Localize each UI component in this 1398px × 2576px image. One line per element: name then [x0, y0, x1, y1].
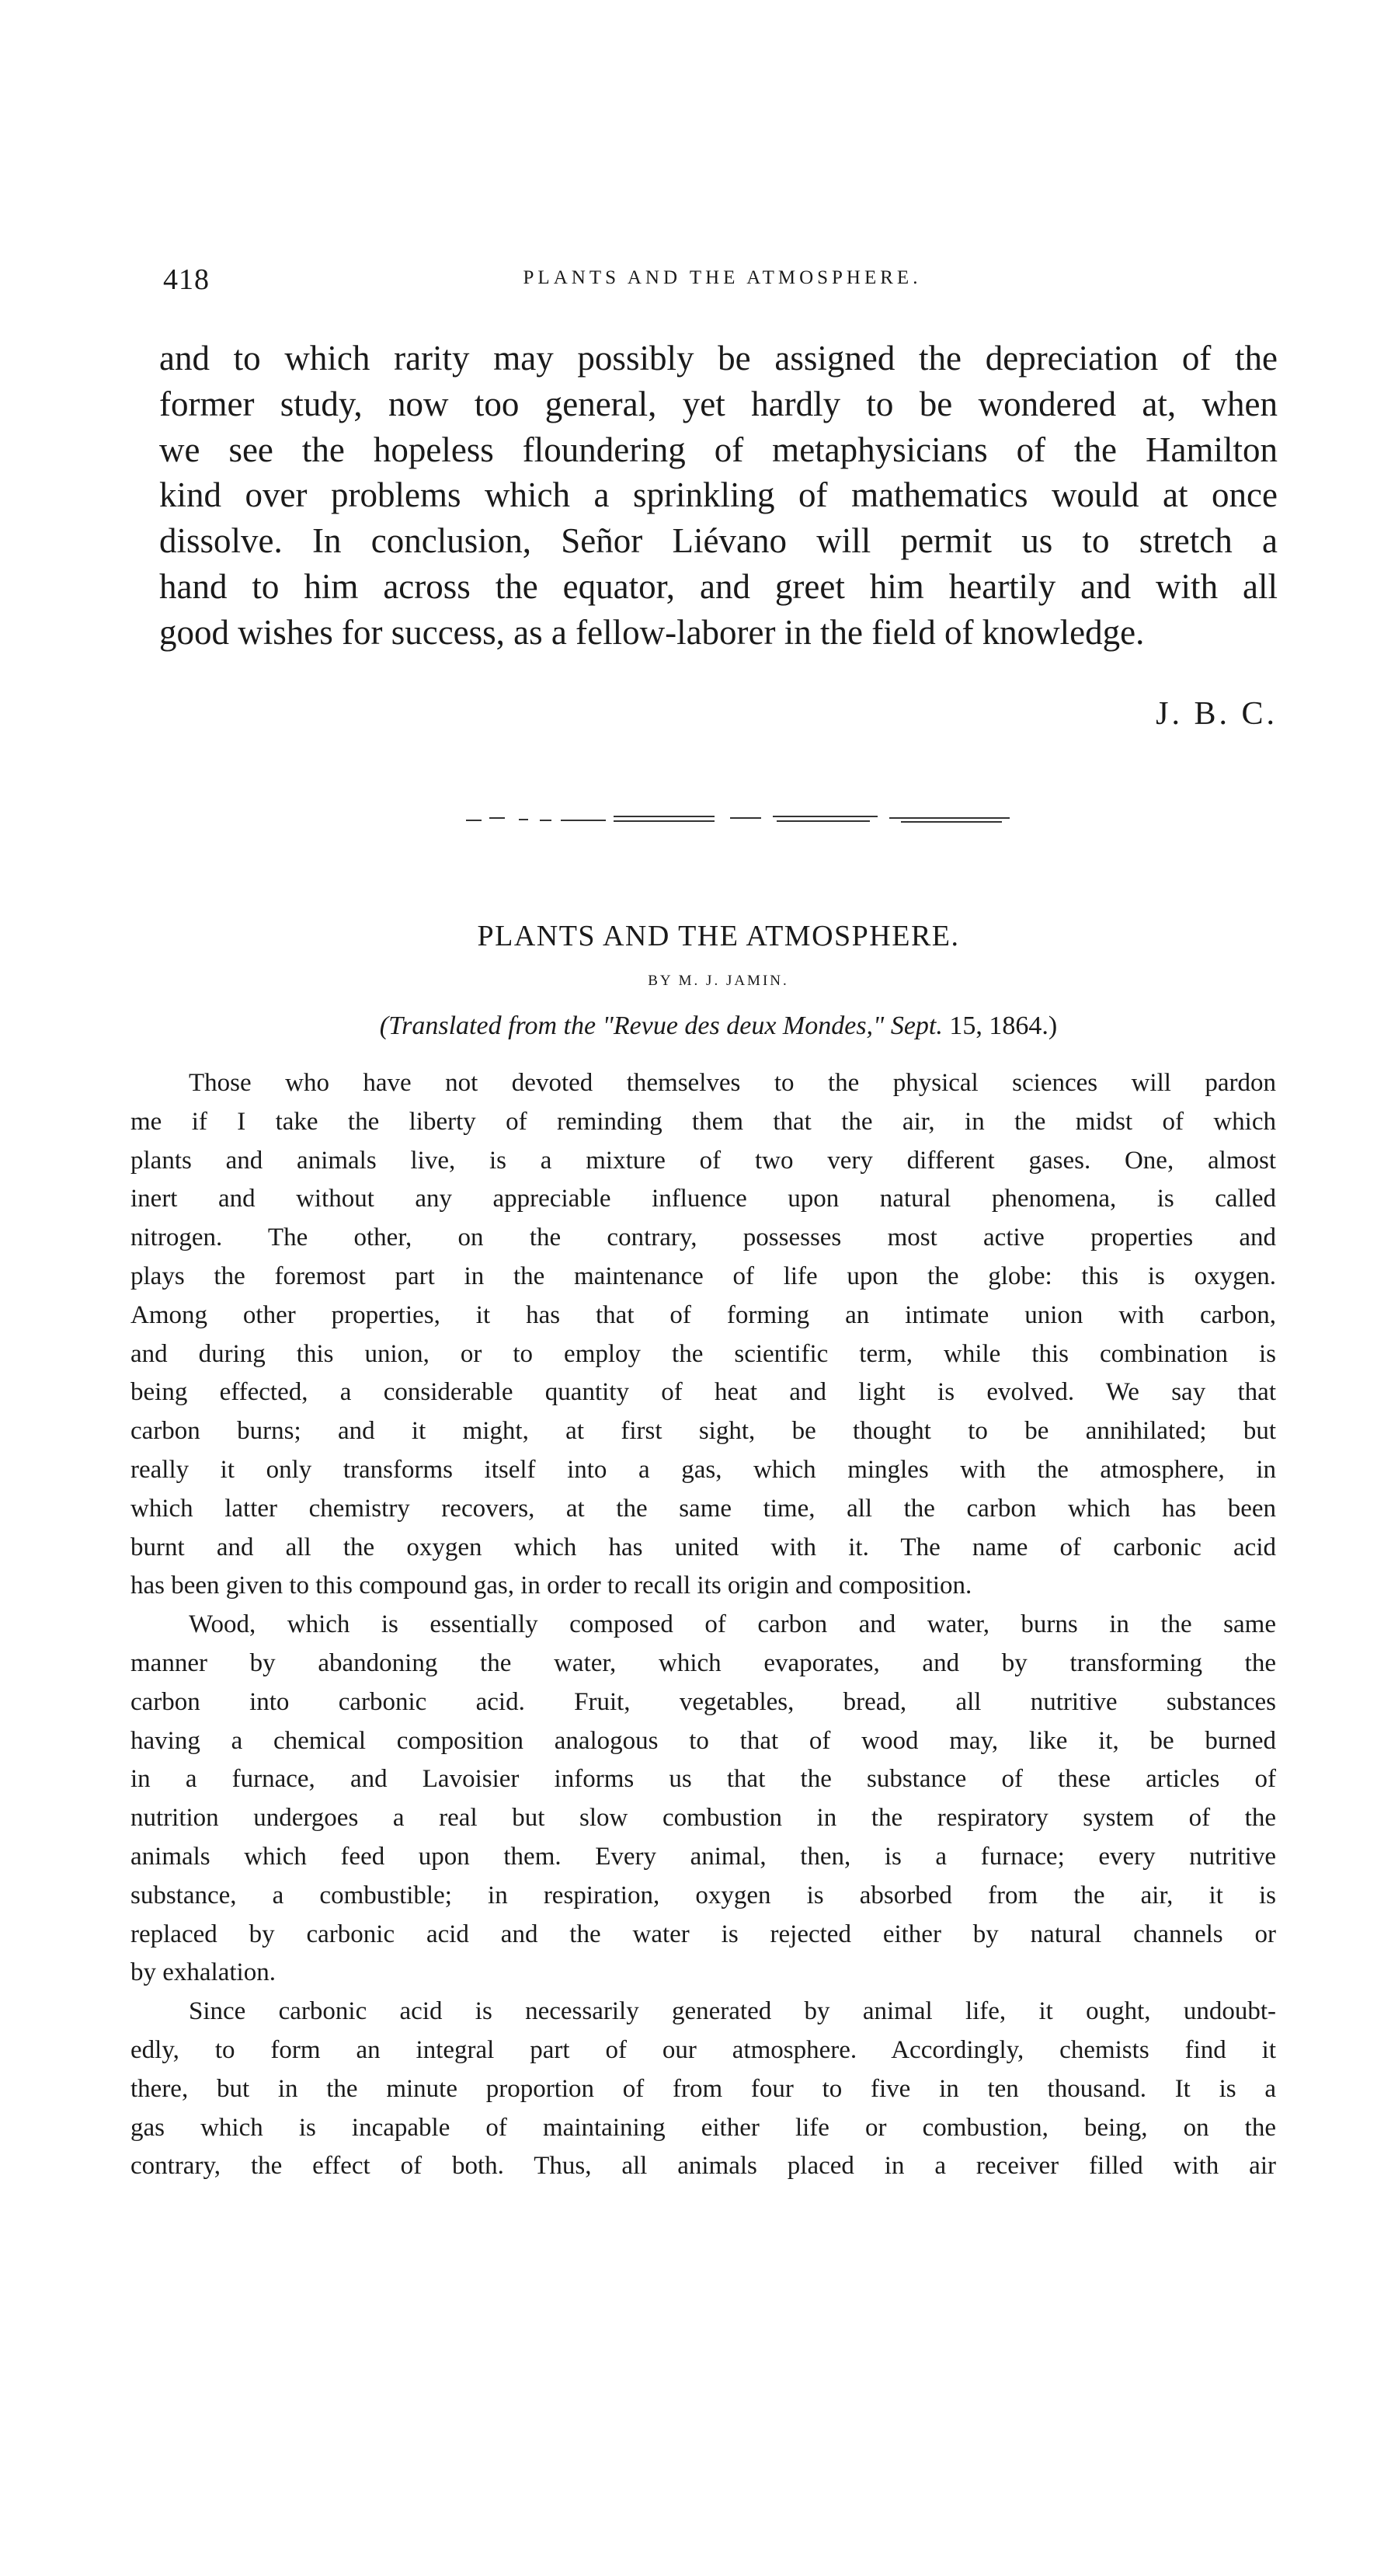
- translation-date: 15, 1864.): [942, 1011, 1058, 1040]
- text-line: edly, to form an integral part of our atmosphere. Accordingly, chemists find it: [130, 2035, 1276, 2064]
- text-line: and to which rarity may possibly be assigned the depreciation of the: [159, 339, 1278, 378]
- text-line: Since carbonic acid is necessarily generated by animal life, it ought, undoubt-: [189, 1997, 1276, 2026]
- text-line: being effected, a considerable quantity of heat and light is evolved. We say that: [130, 1378, 1276, 1407]
- paragraph: [130, 1993, 1276, 2186]
- page-number: 418: [163, 263, 210, 296]
- text-line: good wishes for success, as a fellow-laborer in the field of knowledge.: [159, 612, 1145, 652]
- translation-source: "Revue des deux Mondes," Sept.: [602, 1011, 943, 1040]
- text-line: replaced by carbonic acid and the water is rejected either by natural channels or: [130, 1920, 1276, 1948]
- text-line: animals which feed upon them. Every animal, then, is a furnace; every nutritive: [130, 1842, 1276, 1871]
- text-line: hand to him across the equator, and greet him heartily and with all: [159, 566, 1278, 606]
- text-line: inert and without any appreciable influence upon natural phenomena, is called: [130, 1185, 1276, 1213]
- text-line: former study, now too general, yet hardly to be wondered at, when: [159, 384, 1278, 423]
- paragraph: [130, 1064, 1276, 1606]
- translation-prefix: (Translated from the: [379, 1011, 603, 1040]
- text-line: manner by abandoning the water, which evaporates, and by transforming the: [130, 1648, 1276, 1677]
- article-title: PLANTS AND THE ATMOSPHERE.: [477, 920, 960, 952]
- text-line: having a chemical composition analogous to that of wood may, like it, be burned: [130, 1726, 1276, 1755]
- text-line: nutrition undergoes a real but slow combustion in the respiratory system of the: [130, 1804, 1276, 1833]
- text-line: nitrogen. The other, on the contrary, possesses most active properties and: [130, 1224, 1276, 1252]
- text-line: kind over problems which a sprinkling of mathematics would at once: [159, 475, 1278, 515]
- article-author: BY M. J. JAMIN.: [648, 973, 789, 989]
- text-line: we see the hopeless floundering of metaphysicians of the Hamilton: [159, 430, 1278, 469]
- text-line: substance, a combustible; in respiration, oxygen is absorbed from the air, it is: [130, 1881, 1276, 1909]
- text-line: Those who have not devoted themselves to the physical sciences will pardon: [189, 1069, 1276, 1097]
- text-line: has been given to this compound gas, in order to recall its origin and composition.: [130, 1572, 972, 1600]
- running-title: PLANTS AND THE ATMOSPHERE.: [523, 267, 922, 288]
- text-line: by exhalation.: [130, 1958, 276, 1987]
- previous-article-ending: [159, 336, 1278, 656]
- text-line: in a furnace, and Lavoisier informs us that the substance of these articles of: [130, 1765, 1276, 1794]
- text-line: carbon into carbonic acid. Fruit, vegetables, bread, all nutritive substances: [130, 1687, 1276, 1716]
- text-line: plays the foremost part in the maintenance of life upon the globe: this is oxygen.: [130, 1262, 1276, 1290]
- section-divider: [466, 808, 1010, 831]
- running-head: [163, 263, 1282, 301]
- text-line: carbon burns; and it might, at first sight, be thought to be annihilated; but: [130, 1417, 1276, 1446]
- translation-note: [159, 1011, 1278, 1041]
- text-line: and during this union, or to employ the scientific term, while this combination is: [130, 1339, 1276, 1368]
- text-line: dissolve. In conclusion, Señor Liévano will permit us to stretch a: [159, 521, 1278, 561]
- text-line: gas which is incapable of maintaining either life or combustion, being, on the: [130, 2113, 1276, 2142]
- paragraph: [130, 1606, 1276, 1993]
- text-line: Wood, which is essentially composed of carbon and water, burns in the same: [189, 1610, 1276, 1639]
- text-line: plants and animals live, is a mixture of two very different gases. One, almost: [130, 1146, 1276, 1175]
- article-body: [130, 1064, 1276, 2186]
- text-line: burnt and all the oxygen which has united with it. The name of carbonic acid: [130, 1533, 1276, 1561]
- text-line: contrary, the effect of both. Thus, all animals placed in a receiver filled with air: [130, 2152, 1276, 2181]
- text-line: which latter chemistry recovers, at the same time, all the carbon which has been: [130, 1494, 1276, 1523]
- text-line: there, but in the minute proportion of from four to five in ten thousand. It is a: [130, 2074, 1276, 2103]
- text-line: Among other properties, it has that of forming an intimate union with carbon,: [130, 1300, 1276, 1329]
- text-line: really it only transforms itself into a gas, which mingles with the atmosphere, in: [130, 1455, 1276, 1484]
- signature: J. B. C.: [1156, 696, 1278, 732]
- text-line: me if I take the liberty of reminding them that the air, in the midst of which: [130, 1107, 1276, 1136]
